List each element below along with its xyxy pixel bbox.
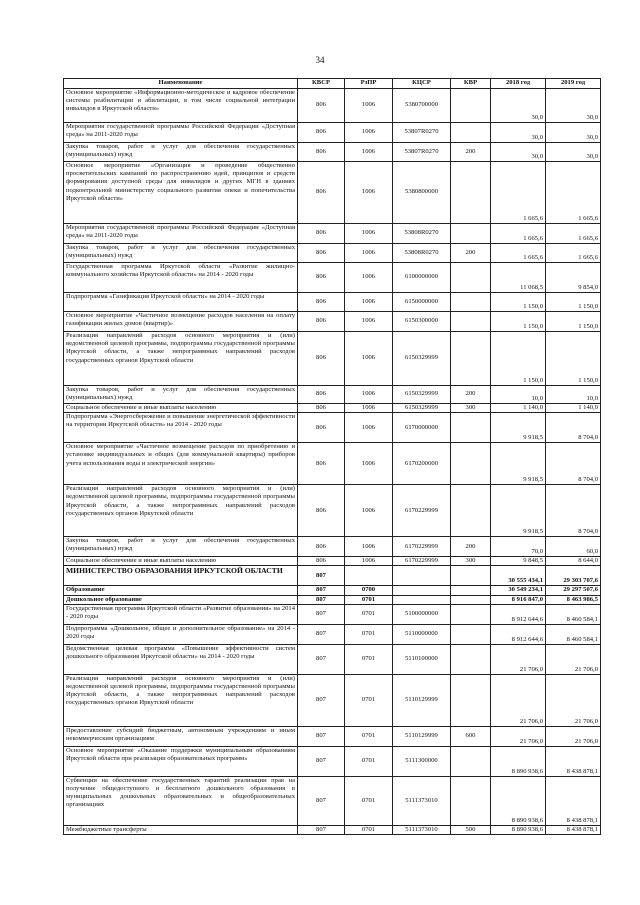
- row-kvr: [451, 89, 491, 123]
- table-row: [64, 586, 601, 595]
- row-kvsr: 807: [298, 586, 345, 595]
- table-row: [64, 644, 601, 674]
- row-amount-2018: 30,0: [491, 89, 546, 123]
- row-amount-2018: 30 549 234,1: [491, 586, 546, 595]
- row-amount-2018: 8 912 644,6: [491, 604, 546, 624]
- row-amount-2019: 30,0: [546, 89, 601, 123]
- table-row: [64, 624, 601, 644]
- row-kvsr: 806: [298, 224, 345, 244]
- row-kvsr: 806: [298, 332, 345, 386]
- table-row: [64, 443, 601, 485]
- row-kcsr: 6150329999: [393, 386, 451, 404]
- row-name: Основное мероприятие «Информационно-методическое и кадровое обеспечение системы реабилитации и абилитации, в том числе социальной интеграции инвалидов в Иркутской области»: [64, 89, 298, 123]
- table-header-row: [64, 79, 601, 89]
- row-kvr: 200: [451, 244, 491, 263]
- row-rzpr: 0701: [345, 604, 393, 624]
- row-kvr: [451, 312, 491, 332]
- row-rzpr: 0701: [345, 674, 393, 726]
- row-kvr: [451, 776, 491, 825]
- row-amount-2019: 8 704,0: [546, 413, 601, 443]
- row-amount-2018: 8 890 938,6: [491, 746, 546, 776]
- row-rzpr: 1006: [345, 443, 393, 485]
- row-rzpr: 1006: [345, 413, 393, 443]
- row-name: Реализация направлений расходов основного мероприятия и (или) ведомственной целевой программы, подпрограммы государственной программы Иркутской области, а также непрограммных направлений расходов государственных органов Иркутской области: [64, 674, 298, 726]
- row-kvsr: 807: [298, 776, 345, 825]
- header-rzpr: РзПР: [345, 79, 393, 89]
- table-row: [64, 674, 601, 726]
- row-name: Закупка товаров, работ и услуг для обеспечения государственных (муниципальных) нужд: [64, 386, 298, 404]
- row-amount-2018: 1 665,6: [491, 224, 546, 244]
- row-kcsr: 6150329999: [393, 332, 451, 386]
- row-kcsr: 53808R0270: [393, 244, 451, 263]
- row-amount-2018: 30,0: [491, 123, 546, 143]
- table-row: [64, 293, 601, 312]
- row-rzpr: 0701: [345, 726, 393, 746]
- row-kcsr: 5110000000: [393, 624, 451, 644]
- table-row: [64, 726, 601, 746]
- row-rzpr: 1006: [345, 244, 393, 263]
- row-kvsr: 806: [298, 537, 345, 557]
- row-kcsr: 5111373010: [393, 825, 451, 834]
- row-rzpr: 0701: [345, 595, 393, 604]
- row-name: МИНИСТЕРСТВО ОБРАЗОВАНИЯ ИРКУТСКОЙ ОБЛАСТИ: [64, 566, 298, 586]
- table-row: [64, 746, 601, 776]
- table-row: [64, 332, 601, 386]
- row-kvsr: 807: [298, 746, 345, 776]
- row-amount-2018: 1 140,0: [491, 404, 546, 413]
- row-name: Закупка товаров, работ и услуг для обеспечения государственных (муниципальных) нужд: [64, 244, 298, 263]
- row-name: Дошкольное образование: [64, 595, 298, 604]
- row-name: Государственная программа Иркутской области «Развитие образования» на 2014 - 2020 годы: [64, 604, 298, 624]
- table-row: [64, 537, 601, 557]
- row-kvsr: 806: [298, 244, 345, 263]
- row-amount-2019: 1 150,0: [546, 312, 601, 332]
- row-kvsr: 806: [298, 123, 345, 143]
- row-amount-2018: 9 918,5: [491, 485, 546, 537]
- table-row: [64, 263, 601, 293]
- row-rzpr: 1006: [345, 386, 393, 404]
- row-amount-2019: 30,0: [546, 143, 601, 162]
- table-body: [64, 89, 601, 835]
- row-name: Подпрограмма «Энергосбережение и повышение энергетической эффективности на территории Иркутской области» на 2014 - 2020 годы: [64, 413, 298, 443]
- row-rzpr: 1006: [345, 485, 393, 537]
- row-kcsr: 5111373010: [393, 776, 451, 825]
- row-amount-2018: 8 912 644,6: [491, 624, 546, 644]
- row-name: Закупка товаров, работ и услуг для обеспечения государственных (муниципальных) нужд: [64, 537, 298, 557]
- row-amount-2018: 70,0: [491, 537, 546, 557]
- row-name: Реализация направлений расходов основного мероприятия и (или) ведомственной целевой программы, подпрограммы государственной программы Иркутской области, а также непрограммных направлений расходов государственных органов Иркутской области: [64, 332, 298, 386]
- row-kvsr: 806: [298, 89, 345, 123]
- row-kcsr: 6150300000: [393, 312, 451, 332]
- row-kcsr: 5380700000: [393, 89, 451, 123]
- table-row: [64, 413, 601, 443]
- table-row: [64, 143, 601, 162]
- row-kvsr: 806: [298, 557, 345, 566]
- row-kvr: 200: [451, 386, 491, 404]
- row-kcsr: 5110129999: [393, 726, 451, 746]
- row-rzpr: 0700: [345, 586, 393, 595]
- row-rzpr: 1006: [345, 557, 393, 566]
- row-kvsr: 807: [298, 644, 345, 674]
- row-kvr: [451, 624, 491, 644]
- row-amount-2019: 29 297 507,6: [546, 586, 601, 595]
- row-kvr: [451, 443, 491, 485]
- row-kvr: 300: [451, 557, 491, 566]
- row-amount-2018: 30 555 434,1: [491, 566, 546, 586]
- row-name: Основное мероприятие «Организация и проведение общественно просветительских кампаний по распространению идей, принципов и средств формирования доступной среды для инвалидов и других МГН в зданиях подконтрольной министерству социального развития опеки и попечительства Иркутской области»: [64, 162, 298, 224]
- row-rzpr: 1006: [345, 89, 393, 123]
- row-amount-2019: 1 140,0: [546, 404, 601, 413]
- row-kvsr: 806: [298, 143, 345, 162]
- row-name: Межбюджетные трансферты: [64, 825, 298, 834]
- row-kvsr: 806: [298, 443, 345, 485]
- row-amount-2019: 21 706,0: [546, 726, 601, 746]
- row-kvr: [451, 224, 491, 244]
- row-amount-2018: 21 706,0: [491, 726, 546, 746]
- row-rzpr: [345, 566, 393, 586]
- row-name: Подпрограмма «Газификация Иркутской области» на 2014 - 2020 годы: [64, 293, 298, 312]
- row-kcsr: 5110129999: [393, 674, 451, 726]
- row-rzpr: 1006: [345, 162, 393, 224]
- row-kvr: [451, 604, 491, 624]
- row-name: Образование: [64, 586, 298, 595]
- header-year-2018: 2018 год: [491, 79, 546, 89]
- row-amount-2019: 8 438 878,1: [546, 825, 601, 834]
- row-kcsr: 5110100000: [393, 644, 451, 674]
- row-amount-2019: 8 644,0: [546, 557, 601, 566]
- row-kvsr: 807: [298, 825, 345, 834]
- row-rzpr: 0701: [345, 825, 393, 834]
- row-name: Мероприятия государственной программы Российской Федерации «Доступная среда» на 2011-2020 годы: [64, 224, 298, 244]
- row-rzpr: 0701: [345, 644, 393, 674]
- row-kvr: [451, 123, 491, 143]
- table-row: [64, 776, 601, 825]
- header-name: Наименование: [64, 79, 298, 89]
- row-amount-2019: 8 460 584,1: [546, 624, 601, 644]
- row-amount-2018: 30,0: [491, 143, 546, 162]
- row-amount-2019: 8 463 986,5: [546, 595, 601, 604]
- row-kvsr: 807: [298, 595, 345, 604]
- row-kcsr: 5100000000: [393, 604, 451, 624]
- row-amount-2018: 8 916 847,0: [491, 595, 546, 604]
- table-row: [64, 89, 601, 123]
- table-row: [64, 312, 601, 332]
- row-kcsr: 6170229999: [393, 537, 451, 557]
- row-kvsr: 806: [298, 293, 345, 312]
- table-row: [64, 123, 601, 143]
- row-amount-2019: 21 706,0: [546, 674, 601, 726]
- table-row: [64, 244, 601, 263]
- budget-table: [63, 78, 601, 835]
- row-amount-2019: 1 665,6: [546, 162, 601, 224]
- row-amount-2019: 10,0: [546, 386, 601, 404]
- row-kcsr: 6170229999: [393, 557, 451, 566]
- row-kvr: [451, 162, 491, 224]
- row-kvr: [451, 674, 491, 726]
- row-kcsr: 6170229999: [393, 485, 451, 537]
- table-row: [64, 557, 601, 566]
- row-amount-2018: 1 150,0: [491, 332, 546, 386]
- row-name: Подпрограмма «Дошкольное, общее и дополнительное образование» на 2014 - 2020 годы: [64, 624, 298, 644]
- row-amount-2018: 9 918,5: [491, 443, 546, 485]
- row-kvsr: 807: [298, 726, 345, 746]
- header-kcsr: КЦСР: [393, 79, 451, 89]
- table-row: [64, 162, 601, 224]
- row-name: Ведомственная целевая программа «Повышение эффективности систем дошкольного образования Иркутской области» на 2014 - 2020 годы: [64, 644, 298, 674]
- row-kcsr: [393, 586, 451, 595]
- row-kvsr: 806: [298, 404, 345, 413]
- row-amount-2018: 21 706,0: [491, 644, 546, 674]
- row-amount-2018: 1 150,0: [491, 293, 546, 312]
- row-rzpr: 1006: [345, 293, 393, 312]
- row-kvr: 300: [451, 404, 491, 413]
- row-amount-2019: 1 665,6: [546, 244, 601, 263]
- row-kcsr: 53807R0270: [393, 143, 451, 162]
- row-kvr: [451, 413, 491, 443]
- row-kcsr: 6170000000: [393, 413, 451, 443]
- row-kvsr: 806: [298, 485, 345, 537]
- row-kcsr: 6170200000: [393, 443, 451, 485]
- page-number: 34: [315, 55, 325, 65]
- row-kvr: [451, 566, 491, 586]
- row-amount-2019: 1 150,0: [546, 293, 601, 312]
- row-kvr: [451, 595, 491, 604]
- row-amount-2018: 9 848,5: [491, 557, 546, 566]
- row-name: Закупка товаров, работ и услуг для обеспечения государственных (муниципальных) нужд: [64, 143, 298, 162]
- header-kvr: КВР: [451, 79, 491, 89]
- row-kcsr: 6150000000: [393, 293, 451, 312]
- row-name: Реализация направлений расходов основного мероприятия и (или) ведомственной целевой программы, подпрограммы государственной программы Иркутской области, а также непрограммных направлений расходов государственных органов Иркутской области: [64, 485, 298, 537]
- row-kvsr: 807: [298, 566, 345, 586]
- row-name: Основное мероприятие «Частичное возмещение расходов населения на оплату газификации жилых домов (квартир)»: [64, 312, 298, 332]
- row-kvr: 200: [451, 143, 491, 162]
- row-kvr: 600: [451, 726, 491, 746]
- row-kvr: 500: [451, 825, 491, 834]
- row-kvr: [451, 485, 491, 537]
- row-kvr: [451, 586, 491, 595]
- row-amount-2018: 8 890 938,6: [491, 776, 546, 825]
- row-kvsr: 806: [298, 312, 345, 332]
- row-amount-2019: 30,0: [546, 123, 601, 143]
- row-amount-2019: 8 704,0: [546, 485, 601, 537]
- row-kcsr: 53807R0270: [393, 123, 451, 143]
- row-kcsr: 5111300000: [393, 746, 451, 776]
- table-row: [64, 825, 601, 834]
- row-amount-2018: 11 068,5: [491, 263, 546, 293]
- row-name: Основное мероприятие «Частичное возмещение расходов по приобретению и установке индивидуальных и общих (для коммунальной квартиры) приборов учета использования воды и электрической энергии»: [64, 443, 298, 485]
- row-kvsr: 806: [298, 263, 345, 293]
- row-kvsr: 807: [298, 674, 345, 726]
- row-kvr: [451, 293, 491, 312]
- row-amount-2019: 1 150,0: [546, 332, 601, 386]
- row-amount-2019: 8 438 878,1: [546, 746, 601, 776]
- row-amount-2018: 10,0: [491, 386, 546, 404]
- row-amount-2019: 60,0: [546, 537, 601, 557]
- row-kvr: [451, 332, 491, 386]
- row-rzpr: 1006: [345, 404, 393, 413]
- row-amount-2018: 1 665,6: [491, 162, 546, 224]
- row-amount-2019: 8 438 878,1: [546, 776, 601, 825]
- table-row: [64, 604, 601, 624]
- row-kcsr: 5380800000: [393, 162, 451, 224]
- header-year-2019: 2019 год: [546, 79, 601, 89]
- row-kvsr: 806: [298, 386, 345, 404]
- row-amount-2019: 1 665,6: [546, 224, 601, 244]
- row-rzpr: 1006: [345, 312, 393, 332]
- row-rzpr: 1006: [345, 332, 393, 386]
- row-kcsr: 6100000000: [393, 263, 451, 293]
- row-name: Государственная программа Иркутской области «Развитие жилищно-коммунального хозяйства Иркутской области» на 2014 - 2020 годы: [64, 263, 298, 293]
- row-kcsr: [393, 566, 451, 586]
- row-kcsr: 53808R0270: [393, 224, 451, 244]
- row-name: Субвенции на обеспечение государственных гарантий реализации прав на получение общедоступного и бесплатного дошкольного образования в муниципальных дошкольных образовательных и общеобразовательных организациях: [64, 776, 298, 825]
- row-amount-2019: 8 460 584,1: [546, 604, 601, 624]
- row-amount-2018: 1 665,6: [491, 244, 546, 263]
- row-amount-2018: 8 890 938,6: [491, 825, 546, 834]
- row-amount-2018: 9 918,5: [491, 413, 546, 443]
- row-rzpr: 1006: [345, 123, 393, 143]
- row-kvr: 200: [451, 537, 491, 557]
- row-amount-2019: 21 706,0: [546, 644, 601, 674]
- row-amount-2019: 29 303 707,6: [546, 566, 601, 586]
- row-rzpr: 0701: [345, 746, 393, 776]
- header-kvsr: КВСР: [298, 79, 345, 89]
- row-kcsr: [393, 595, 451, 604]
- row-kvsr: 807: [298, 624, 345, 644]
- row-kvr: [451, 746, 491, 776]
- row-name: Социальное обеспечение и иные выплаты населению: [64, 557, 298, 566]
- row-amount-2018: 21 706,0: [491, 674, 546, 726]
- row-kvr: [451, 644, 491, 674]
- row-rzpr: 1006: [345, 224, 393, 244]
- row-name: Социальное обеспечение и иные выплаты населению: [64, 404, 298, 413]
- row-rzpr: 1006: [345, 537, 393, 557]
- table-row: [64, 485, 601, 537]
- table-row: [64, 386, 601, 404]
- row-kvsr: 807: [298, 604, 345, 624]
- table-row: [64, 404, 601, 413]
- table-row: [64, 566, 601, 586]
- row-name: Мероприятия государственной программы Российской Федерации «Доступная среда» на 2011-2020 годы: [64, 123, 298, 143]
- table-row: [64, 224, 601, 244]
- row-name: Предоставление субсидий бюджетным, автономным учреждениям и иным некоммерческим организациям: [64, 726, 298, 746]
- row-name: Основное мероприятие «Оказание поддержки муниципальным образованиям Иркутской области при реализации образовательных программ»: [64, 746, 298, 776]
- row-rzpr: 1006: [345, 143, 393, 162]
- row-amount-2018: 1 150,0: [491, 312, 546, 332]
- row-amount-2019: 9 854,0: [546, 263, 601, 293]
- row-rzpr: 0701: [345, 776, 393, 825]
- table-row: [64, 595, 601, 604]
- row-rzpr: 1006: [345, 263, 393, 293]
- row-kvsr: 806: [298, 162, 345, 224]
- row-rzpr: 0701: [345, 624, 393, 644]
- row-amount-2019: 8 704,0: [546, 443, 601, 485]
- row-kvr: [451, 263, 491, 293]
- row-kvsr: 806: [298, 413, 345, 443]
- row-kcsr: 6150329999: [393, 404, 451, 413]
